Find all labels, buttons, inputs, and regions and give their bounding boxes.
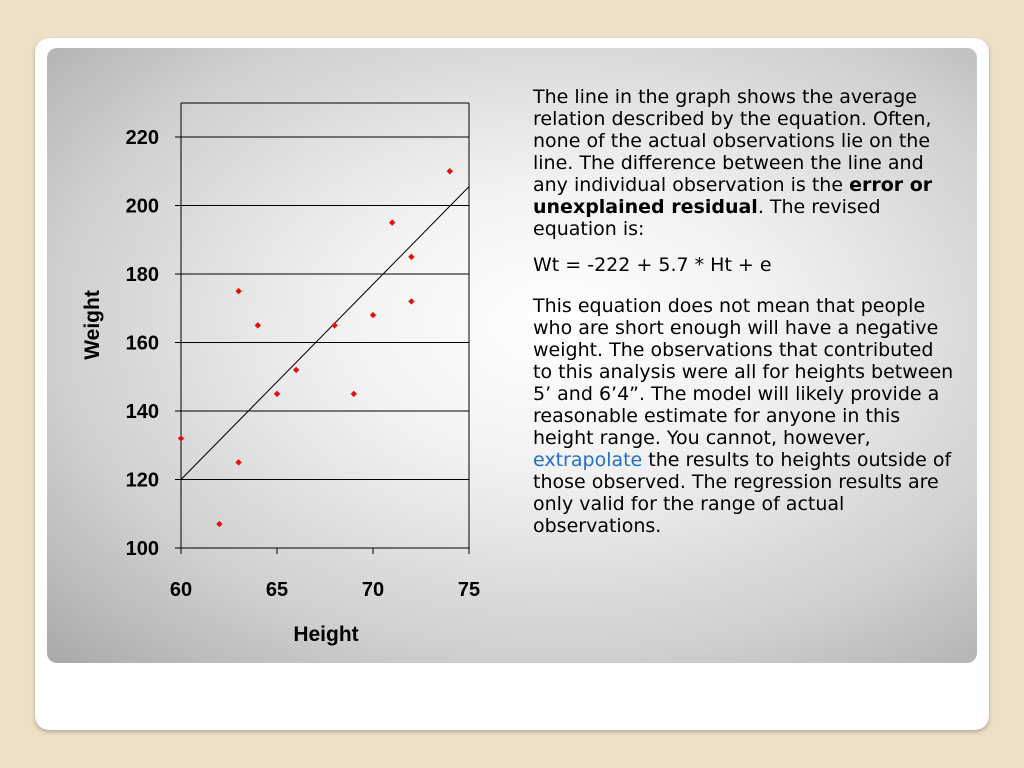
data-point	[408, 298, 414, 304]
paragraph-residual	[533, 86, 958, 240]
data-point	[370, 312, 376, 318]
x-tick-label: 70	[361, 579, 385, 601]
data-point	[408, 254, 414, 260]
data-point	[293, 367, 299, 373]
y-tick-label: 180	[125, 264, 159, 286]
paragraph-extrapolate-text: This equation does not mean that people who are short enough will have a negative weight. The observations that contributed to this analysis were all for heights between 5’ and 6’4”. The model will likely provide a reasonable estimate for anyone in this height range. You cannot, however,	[533, 295, 954, 449]
y-tick-label: 160	[125, 332, 159, 355]
trend-line	[181, 187, 469, 480]
x-tick-label: 60	[169, 579, 193, 601]
paragraph-residual-end: . The revised equation is:	[533, 196, 881, 240]
x-tick-label: 75	[457, 579, 481, 601]
residual-term: error or unexplained residual	[533, 174, 933, 218]
data-point	[351, 391, 357, 397]
data-points	[178, 168, 453, 527]
paragraph-residual-text: The line in the graph shows the average relation described by the equation. Often, none of the actual observations lie on the line. The difference between the line and any individual observation is the	[533, 86, 932, 196]
data-point	[255, 322, 261, 328]
paragraph-extrapolate-end: the results to heights outside of those observed. The regression results are only valid for the range of actual observations.	[533, 449, 952, 537]
y-tick-label: 200	[125, 195, 159, 218]
y-tick-label: 140	[125, 401, 159, 423]
x-tick-label: 65	[265, 579, 289, 601]
data-point	[331, 322, 337, 328]
y-ticks	[126, 127, 181, 560]
extrapolate-link[interactable]: extrapolate	[533, 449, 643, 471]
y-tick-label: 120	[125, 469, 159, 492]
explanation-text	[533, 86, 958, 551]
x-axis-label: Height	[293, 623, 359, 646]
regression-equation: Wt = -222 + 5.7 * Ht + e	[533, 254, 772, 276]
data-point	[178, 435, 184, 441]
paragraph-extrapolate	[533, 295, 958, 537]
data-point	[216, 521, 222, 527]
data-point	[447, 168, 453, 174]
x-ticks	[170, 548, 480, 601]
y-tick-label: 100	[125, 538, 159, 560]
y-axis-label: Weight	[81, 290, 104, 360]
data-point	[389, 219, 395, 225]
data-point	[235, 459, 241, 465]
data-point	[274, 391, 280, 397]
data-point	[235, 288, 241, 294]
y-tick-label: 220	[125, 127, 159, 149]
gridlines	[181, 137, 469, 480]
